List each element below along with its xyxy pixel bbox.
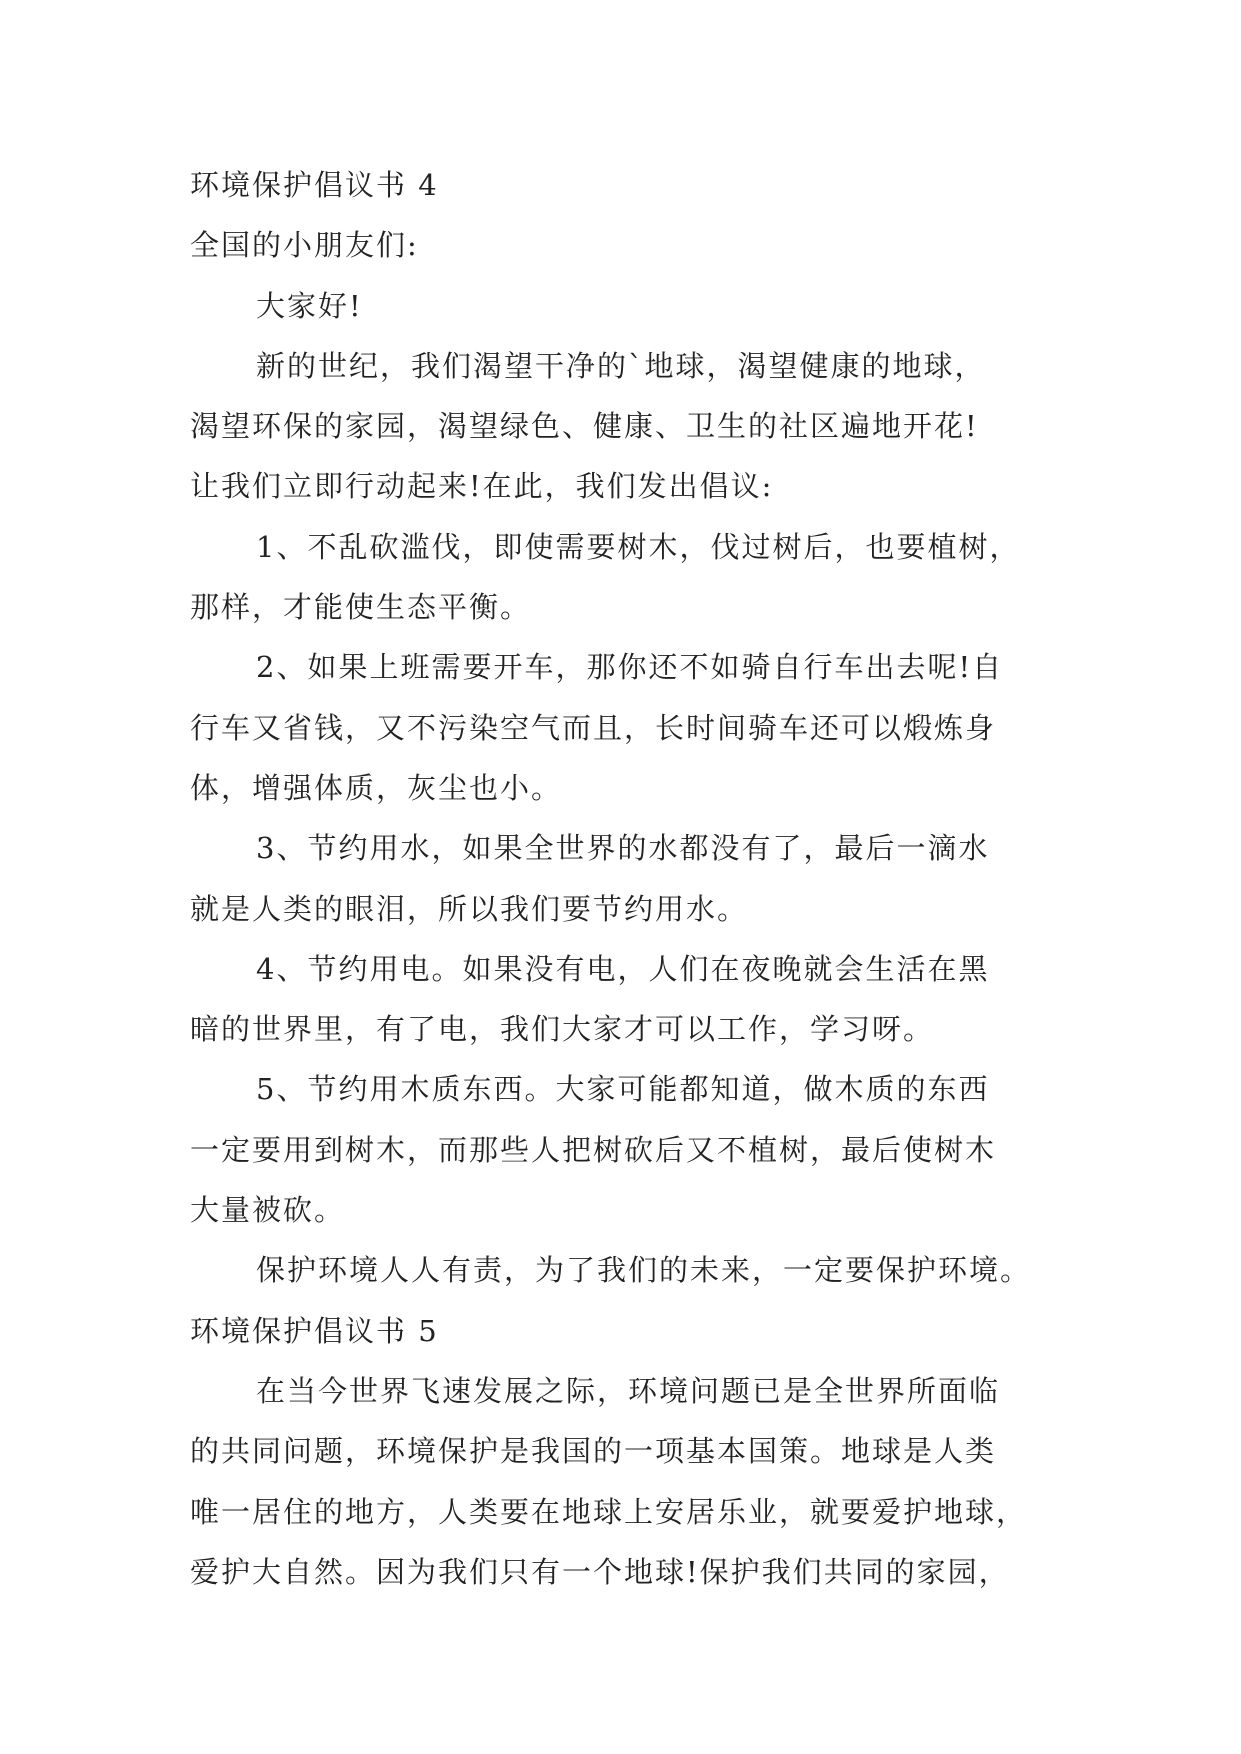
- heading-2: 环境保护倡议书 5: [190, 1313, 439, 1348]
- text-line: 的共同问题，环境保护是我国的一项基本国策。地球是人类: [190, 1434, 997, 1469]
- document-page: [190, 155, 1070, 1602]
- list-item-2: 2、如果上班需要开车，那你还不如骑自行车出去呢!自: [256, 650, 1004, 685]
- text-line: 行车又省钱，又不污染空气而且，长时间骑车还可以煅炼身: [190, 710, 997, 745]
- list-item-5: 5、节约用木质东西。大家可能都知道，做木质的东西: [256, 1072, 990, 1107]
- list-item-3: 3、节约用水，如果全世界的水都没有了，最后一滴水: [256, 831, 990, 866]
- text-line: 在当今世界飞速发展之际，环境问题已是全世界所面临: [256, 1373, 1001, 1408]
- closing-line: 保护环境人人有责，为了我们的未来，一定要保护环境。: [256, 1253, 1032, 1288]
- list-item-1: 1、不乱砍滥伐，即使需要树木，伐过树后，也要植树，: [256, 529, 1021, 564]
- text-line: 新的世纪，我们渴望干净的`地球，渴望健康的地球，: [256, 348, 986, 383]
- text-line: 一定要用到树木，而那些人把树砍后又不植树，最后使树木: [190, 1132, 997, 1167]
- text-line: 体，增强体质，灰尘也小。: [190, 770, 563, 805]
- list-item-4: 4、节约用电。如果没有电，人们在夜晚就会生活在黑: [256, 951, 990, 986]
- text-line: 大量被砍。: [190, 1193, 346, 1228]
- text-line: 爱护大自然。因为我们只有一个地球!保护我们共同的家园，: [190, 1554, 1010, 1589]
- text-line: 那样，才能使生态平衡。: [190, 590, 532, 625]
- text-line: 让我们立即行动起来!在此，我们发出倡议:: [190, 469, 774, 504]
- text-line: 渴望环保的家园，渴望绿色、健康、卫生的社区遍地开花!: [190, 409, 979, 444]
- heading-1: 环境保护倡议书 4: [190, 168, 439, 202]
- greeting: 大家好!: [256, 288, 363, 323]
- text-line: 唯一居住的地方，人类要在地球上安居乐业，就要爱护地球，: [190, 1494, 1028, 1529]
- salutation: 全国的小朋友们:: [190, 228, 419, 263]
- text-line: 就是人类的眼泪，所以我们要节约用水。: [190, 891, 749, 926]
- text-line: 暗的世界里，有了电，我们大家才可以工作，学习呀。: [190, 1012, 935, 1047]
